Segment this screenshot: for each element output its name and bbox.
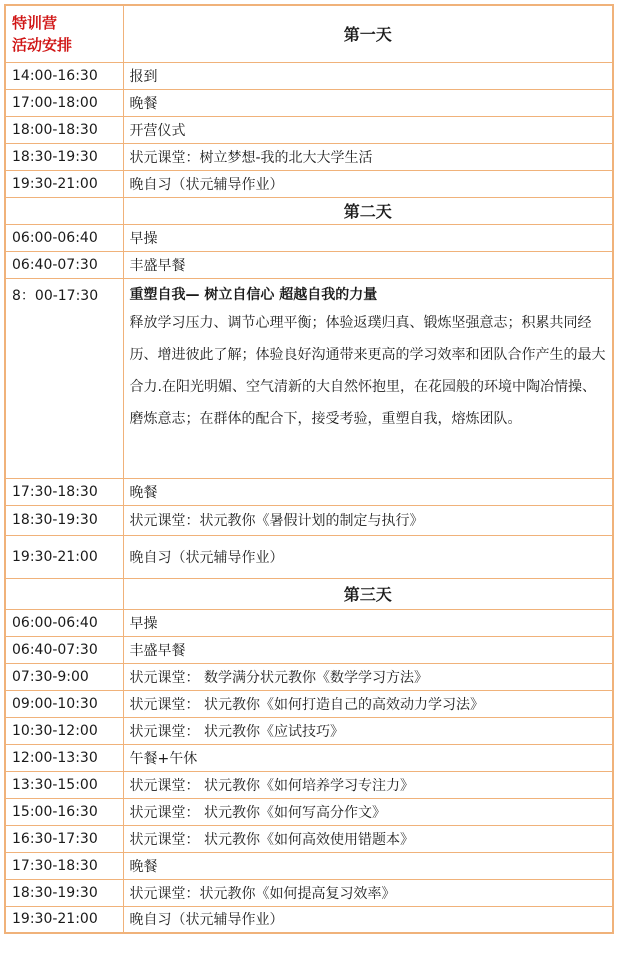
table-row xyxy=(5,535,613,578)
activity-cell: 状元课堂： 状元教你《如何培养学习专注力》 xyxy=(123,771,613,798)
activity-cell: 开营仪式 xyxy=(123,116,613,143)
time-cell: 15:00-16:30 xyxy=(5,798,123,825)
empty-cell xyxy=(5,197,123,224)
activity-cell: 状元课堂： 状元教你《如何高效使用错题本》 xyxy=(123,825,613,852)
table-row xyxy=(5,143,613,170)
table-row xyxy=(5,717,613,744)
time-cell: 17:30-18:30 xyxy=(5,852,123,879)
activity-cell: 早操 xyxy=(123,609,613,636)
day3-heading-row xyxy=(5,578,613,609)
activity-cell: 晚自习（状元辅导作业） xyxy=(123,535,613,578)
brand-line1: 特训营 xyxy=(12,13,58,32)
day2-heading-row xyxy=(5,197,613,224)
activity-cell: 早操 xyxy=(123,224,613,251)
empty-cell xyxy=(5,578,123,609)
brand-cell xyxy=(5,5,123,62)
time-cell: 17:00-18:00 xyxy=(5,89,123,116)
table-row xyxy=(5,636,613,663)
activity-cell: 晚餐 xyxy=(123,89,613,116)
table-row xyxy=(5,825,613,852)
activity-cell: 状元课堂： 状元教你《应试技巧》 xyxy=(123,717,613,744)
time-cell: 06:00-06:40 xyxy=(5,224,123,251)
time-cell: 07:30-9:00 xyxy=(5,663,123,690)
time-cell: 19:30-21:00 xyxy=(5,906,123,933)
activity-cell: 丰盛早餐 xyxy=(123,251,613,278)
activity-cell: 晚餐 xyxy=(123,478,613,505)
activity-cell: 状元课堂：树立梦想-我的北大大学生活 xyxy=(123,143,613,170)
table-row xyxy=(5,663,613,690)
time-cell: 09:00-10:30 xyxy=(5,690,123,717)
table-row xyxy=(5,505,613,535)
activity-cell: 状元课堂： 数学满分状元教你《数学学习方法》 xyxy=(123,663,613,690)
table-row xyxy=(5,609,613,636)
time-cell: 06:40-07:30 xyxy=(5,251,123,278)
time-cell: 18:30-19:30 xyxy=(5,505,123,535)
table-row xyxy=(5,224,613,251)
table-row xyxy=(5,89,613,116)
time-cell: 19:30-21:00 xyxy=(5,535,123,578)
table-row xyxy=(5,62,613,89)
table-row xyxy=(5,170,613,197)
time-cell: 18:30-19:30 xyxy=(5,879,123,906)
time-cell: 06:40-07:30 xyxy=(5,636,123,663)
activity-cell: 晚自习（状元辅导作业） xyxy=(123,906,613,933)
activity-cell: 状元课堂：状元教你《如何提高复习效率》 xyxy=(123,879,613,906)
activity-cell: 丰盛早餐 xyxy=(123,636,613,663)
day3-heading: 第三天 xyxy=(123,578,613,609)
time-cell: 10:30-12:00 xyxy=(5,717,123,744)
activity-cell: 状元课堂：状元教你《暑假计划的制定与执行》 xyxy=(123,505,613,535)
table-row xyxy=(5,744,613,771)
table-row-long xyxy=(5,278,613,478)
table-row xyxy=(5,852,613,879)
brand-line2: 活动安排 xyxy=(12,35,73,54)
activity-detail-cell xyxy=(123,278,613,478)
table-row xyxy=(5,478,613,505)
table-row xyxy=(5,879,613,906)
time-cell: 17:30-18:30 xyxy=(5,478,123,505)
time-cell: 18:00-18:30 xyxy=(5,116,123,143)
table-row xyxy=(5,906,613,933)
schedule-document xyxy=(4,4,612,963)
table-row xyxy=(5,251,613,278)
activity-cell: 晚餐 xyxy=(123,852,613,879)
time-cell: 13:30-15:00 xyxy=(5,771,123,798)
activity-cell: 午餐+午休 xyxy=(123,744,613,771)
table-row xyxy=(5,690,613,717)
time-cell: 12:00-13:30 xyxy=(5,744,123,771)
time-cell: 19:30-21:00 xyxy=(5,170,123,197)
time-cell: 8：00-17:30 xyxy=(5,278,123,478)
table-row xyxy=(5,798,613,825)
time-cell: 14:00-16:30 xyxy=(5,62,123,89)
time-cell: 06:00-06:40 xyxy=(5,609,123,636)
activity-cell: 状元课堂： 状元教你《如何写高分作文》 xyxy=(123,798,613,825)
activity-cell: 报到 xyxy=(123,62,613,89)
time-cell: 16:30-17:30 xyxy=(5,825,123,852)
schedule-table xyxy=(4,4,614,934)
activity-title: 重塑自我— 树立自信心 超越自我的力量 xyxy=(129,286,378,303)
activity-cell: 状元课堂： 状元教你《如何打造自己的高效动力学习法》 xyxy=(123,690,613,717)
time-cell: 18:30-19:30 xyxy=(5,143,123,170)
table-header-row xyxy=(5,5,613,62)
table-row xyxy=(5,771,613,798)
day2-heading: 第二天 xyxy=(123,197,613,224)
table-row xyxy=(5,116,613,143)
day1-heading: 第一天 xyxy=(123,5,613,62)
activity-description: 释放学习压力、调节心理平衡；体验返璞归真、锻炼坚强意志；积累共同经历、增进彼此了解；体验良好沟通带来更高的学习效率和团队合作产生的最大合力.在阳光明媚、空气清新的大自然怀抱里，在花园般的环境中陶冶情操、磨炼意志；在群体的配合下，接受考验，重塑自我，熔炼团队。 xyxy=(129,314,606,427)
activity-cell: 晚自习（状元辅导作业） xyxy=(123,170,613,197)
